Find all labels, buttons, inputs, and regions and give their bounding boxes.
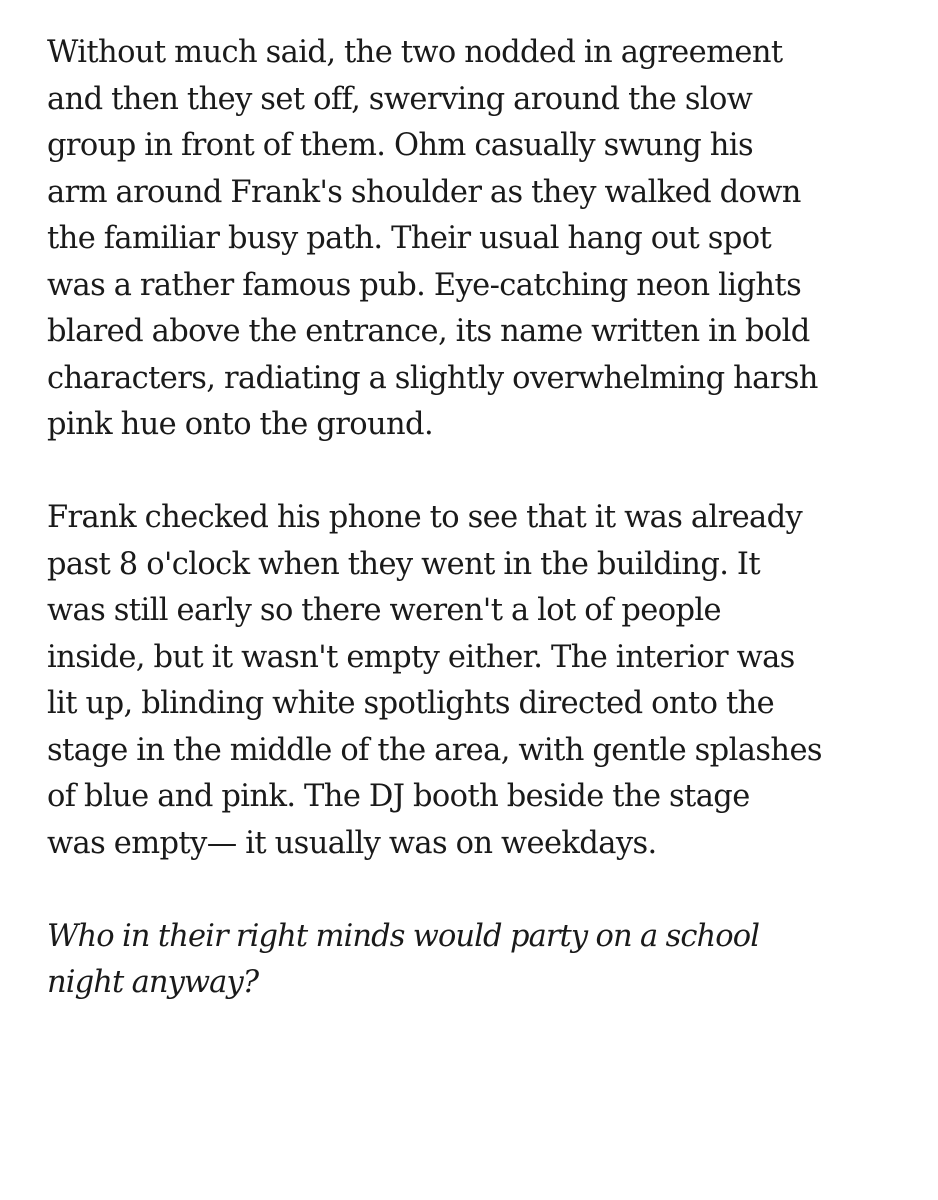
paragraph-line: was a rather famous pub. Eye-catching neon lights — [47, 267, 802, 303]
paragraph-line: was empty— it usually was on weekdays. — [47, 825, 657, 861]
paragraph-2 — [47, 495, 907, 867]
paragraph-line: and then they set off, swerving around the slow — [47, 81, 753, 117]
paragraph-line: characters, radiating a slightly overwhelming harsh — [47, 360, 818, 396]
paragraph-line: Frank checked his phone to see that it was already — [47, 500, 803, 535]
paragraph-line: of blue and pink. The DJ booth beside the stage — [47, 779, 750, 814]
paragraph-line: was still early so there weren't a lot of people — [47, 593, 722, 628]
paragraph-line: past 8 o'clock when they went in the building. It — [47, 546, 761, 582]
paragraph-line: stage in the middle of the area, with gentle splashes — [47, 732, 822, 768]
paragraph-1 — [47, 30, 907, 449]
article-body — [47, 30, 907, 1007]
paragraph-line: Who in their right minds would party on a school — [47, 918, 760, 954]
paragraph-line: night anyway? — [47, 965, 259, 1000]
paragraph-line: the familiar busy path. Their usual hang out spot — [47, 221, 772, 256]
paragraph-line: pink hue onto the ground. — [47, 407, 434, 442]
paragraph-line: group in front of them. Ohm casually swung his — [47, 128, 754, 163]
paragraph-line: arm around Frank's shoulder as they walked down — [47, 174, 801, 210]
paragraph-line: blared above the entrance, its name written in bold — [47, 314, 810, 349]
paragraph-line: Without much said, the two nodded in agreement — [47, 35, 783, 70]
paragraph-line: inside, but it wasn't empty either. The interior was — [47, 639, 795, 675]
paragraph-line: lit up, blinding white spotlights directed onto the — [47, 686, 775, 721]
paragraph-3-italic — [47, 914, 907, 1007]
